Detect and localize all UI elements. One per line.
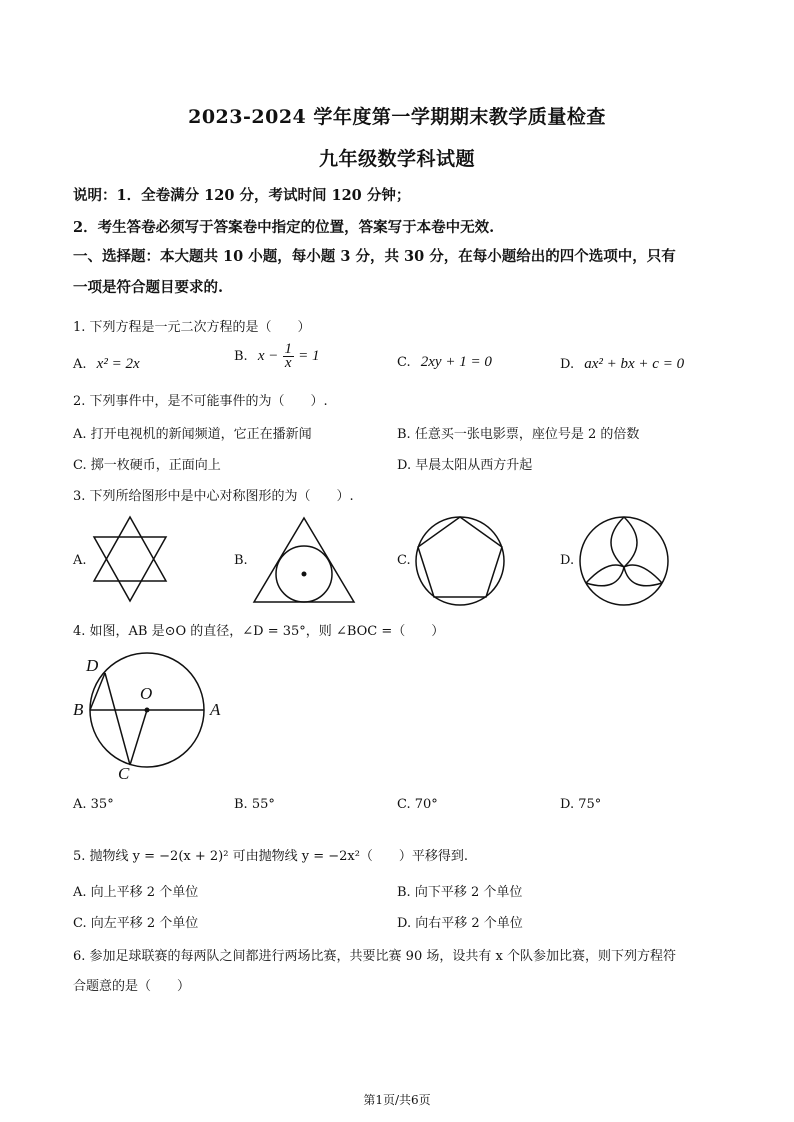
petal-right (624, 565, 662, 586)
instructions-line-1: 说明：1．全卷满分 120 分，考试时间 120 分钟； (73, 187, 411, 204)
q6-stem-line-2: 合题意的是（ ） (73, 979, 191, 994)
label-b: B (73, 700, 84, 719)
page-number: 第1页/共6页 (363, 1093, 431, 1107)
q5-option-b: B. 向下平移 2 个单位 (397, 885, 523, 900)
q1-b-post: = 1 (298, 348, 320, 364)
q1-stem: 1. 下列方程是一元二次方程的是（ ） (73, 320, 311, 335)
q5-option-c: C. 向左平移 2 个单位 (73, 916, 199, 931)
segment-dc (105, 673, 130, 765)
circle-diameter-figure (75, 655, 235, 785)
q1-option-b (234, 343, 320, 370)
segment-db (90, 673, 105, 710)
label-d: D (86, 656, 99, 675)
q1-option-d (560, 356, 684, 373)
q1-option-c (397, 354, 492, 371)
segment-oc (130, 710, 147, 765)
q1-d-label: D. (560, 357, 575, 372)
q3-b-label: B. (234, 553, 248, 568)
section-heading-line-1: 一、选择题：本大题共 10 小题，每小题 3 分，共 30 分，在每小题给出的四个选项中，只有 (73, 248, 676, 265)
q1-b-label: B. (234, 349, 248, 364)
q3-d-label: D. (560, 553, 575, 568)
q4-option-d: D. 75° (560, 797, 602, 812)
exam-subtitle: 九年级数学科试题 (318, 148, 475, 170)
three-petal-circle-figure (578, 515, 670, 607)
q1-b-fraction (283, 343, 295, 370)
q1-a-math: x² = 2x (96, 356, 140, 372)
q1-c-label: C. (397, 355, 411, 370)
circumcircle (416, 517, 504, 605)
q4-option-c: C. 70° (397, 797, 438, 812)
hexagram-figure (90, 515, 170, 605)
label-a: A (210, 700, 221, 719)
q4-stem: 4. 如图，AB 是⊙O 的直径，∠D = 35°，则 ∠BOC =（ ） (73, 624, 445, 639)
exam-title: 2023-2024 学年度第一学期期末教学质量检查 (188, 106, 606, 128)
q1-b-pre: x − (257, 348, 279, 364)
q3-c-label: C. (397, 553, 411, 568)
q6-stem-line-1: 6. 参加足球联赛的每两队之间都进行两场比赛，共要比赛 90 场，设共有 x 个队参加比赛，则下列方程符 (73, 949, 676, 964)
q2-option-b: B. 任意买一张电影票，座位号是 2 的倍数 (397, 427, 640, 442)
q5-option-a: A. 向上平移 2 个单位 (73, 885, 199, 900)
q1-option-a (73, 356, 140, 373)
q2-option-c: C. 掷一枚硬币，正面向上 (73, 458, 221, 473)
q1-b-numerator: 1 (284, 341, 292, 357)
pentagon-in-circle-figure (414, 515, 506, 607)
q5-option-d: D. 向右平移 2 个单位 (397, 916, 523, 931)
outer-triangle (254, 518, 354, 602)
center-point-o (145, 708, 150, 713)
q1-b-denominator: x (284, 355, 292, 371)
outer-circle (580, 517, 668, 605)
label-o: O (140, 684, 153, 703)
q3-stem: 3. 下列所给图形中是中心对称图形的为（ ）. (73, 489, 354, 504)
triangle-incircle-figure (252, 516, 356, 606)
instructions-line-2: 2．考生答卷必须写于答案卷中指定的位置，答案写于本卷中无效. (73, 219, 495, 236)
label-c: C (118, 764, 130, 783)
petal-top (611, 517, 637, 567)
q4-option-b: B. 55° (234, 797, 275, 812)
q2-option-d: D. 早晨太阳从西方升起 (397, 458, 533, 473)
q2-stem: 2. 下列事件中，是不可能事件的为（ ）. (73, 394, 328, 409)
hexagram-triangle-up (94, 517, 166, 581)
q1-a-label: A. (73, 357, 87, 372)
incircle-center-dot (302, 572, 307, 577)
q2-option-a: A. 打开电视机的新闻频道，它正在播新闻 (73, 427, 312, 442)
q1-d-math: ax² + bx + c = 0 (584, 356, 685, 372)
hexagram-triangle-down (94, 537, 166, 601)
petal-left (586, 565, 624, 586)
q4-option-a: A. 35° (73, 797, 114, 812)
q5-stem: 5. 抛物线 y = −2(x + 2)² 可由抛物线 y = −2x²（ ）平移得到. (73, 849, 469, 864)
section-heading-line-2: 一项是符合题目要求的. (73, 279, 224, 296)
q1-c-math: 2xy + 1 = 0 (420, 354, 492, 370)
q3-a-label: A. (73, 553, 87, 568)
